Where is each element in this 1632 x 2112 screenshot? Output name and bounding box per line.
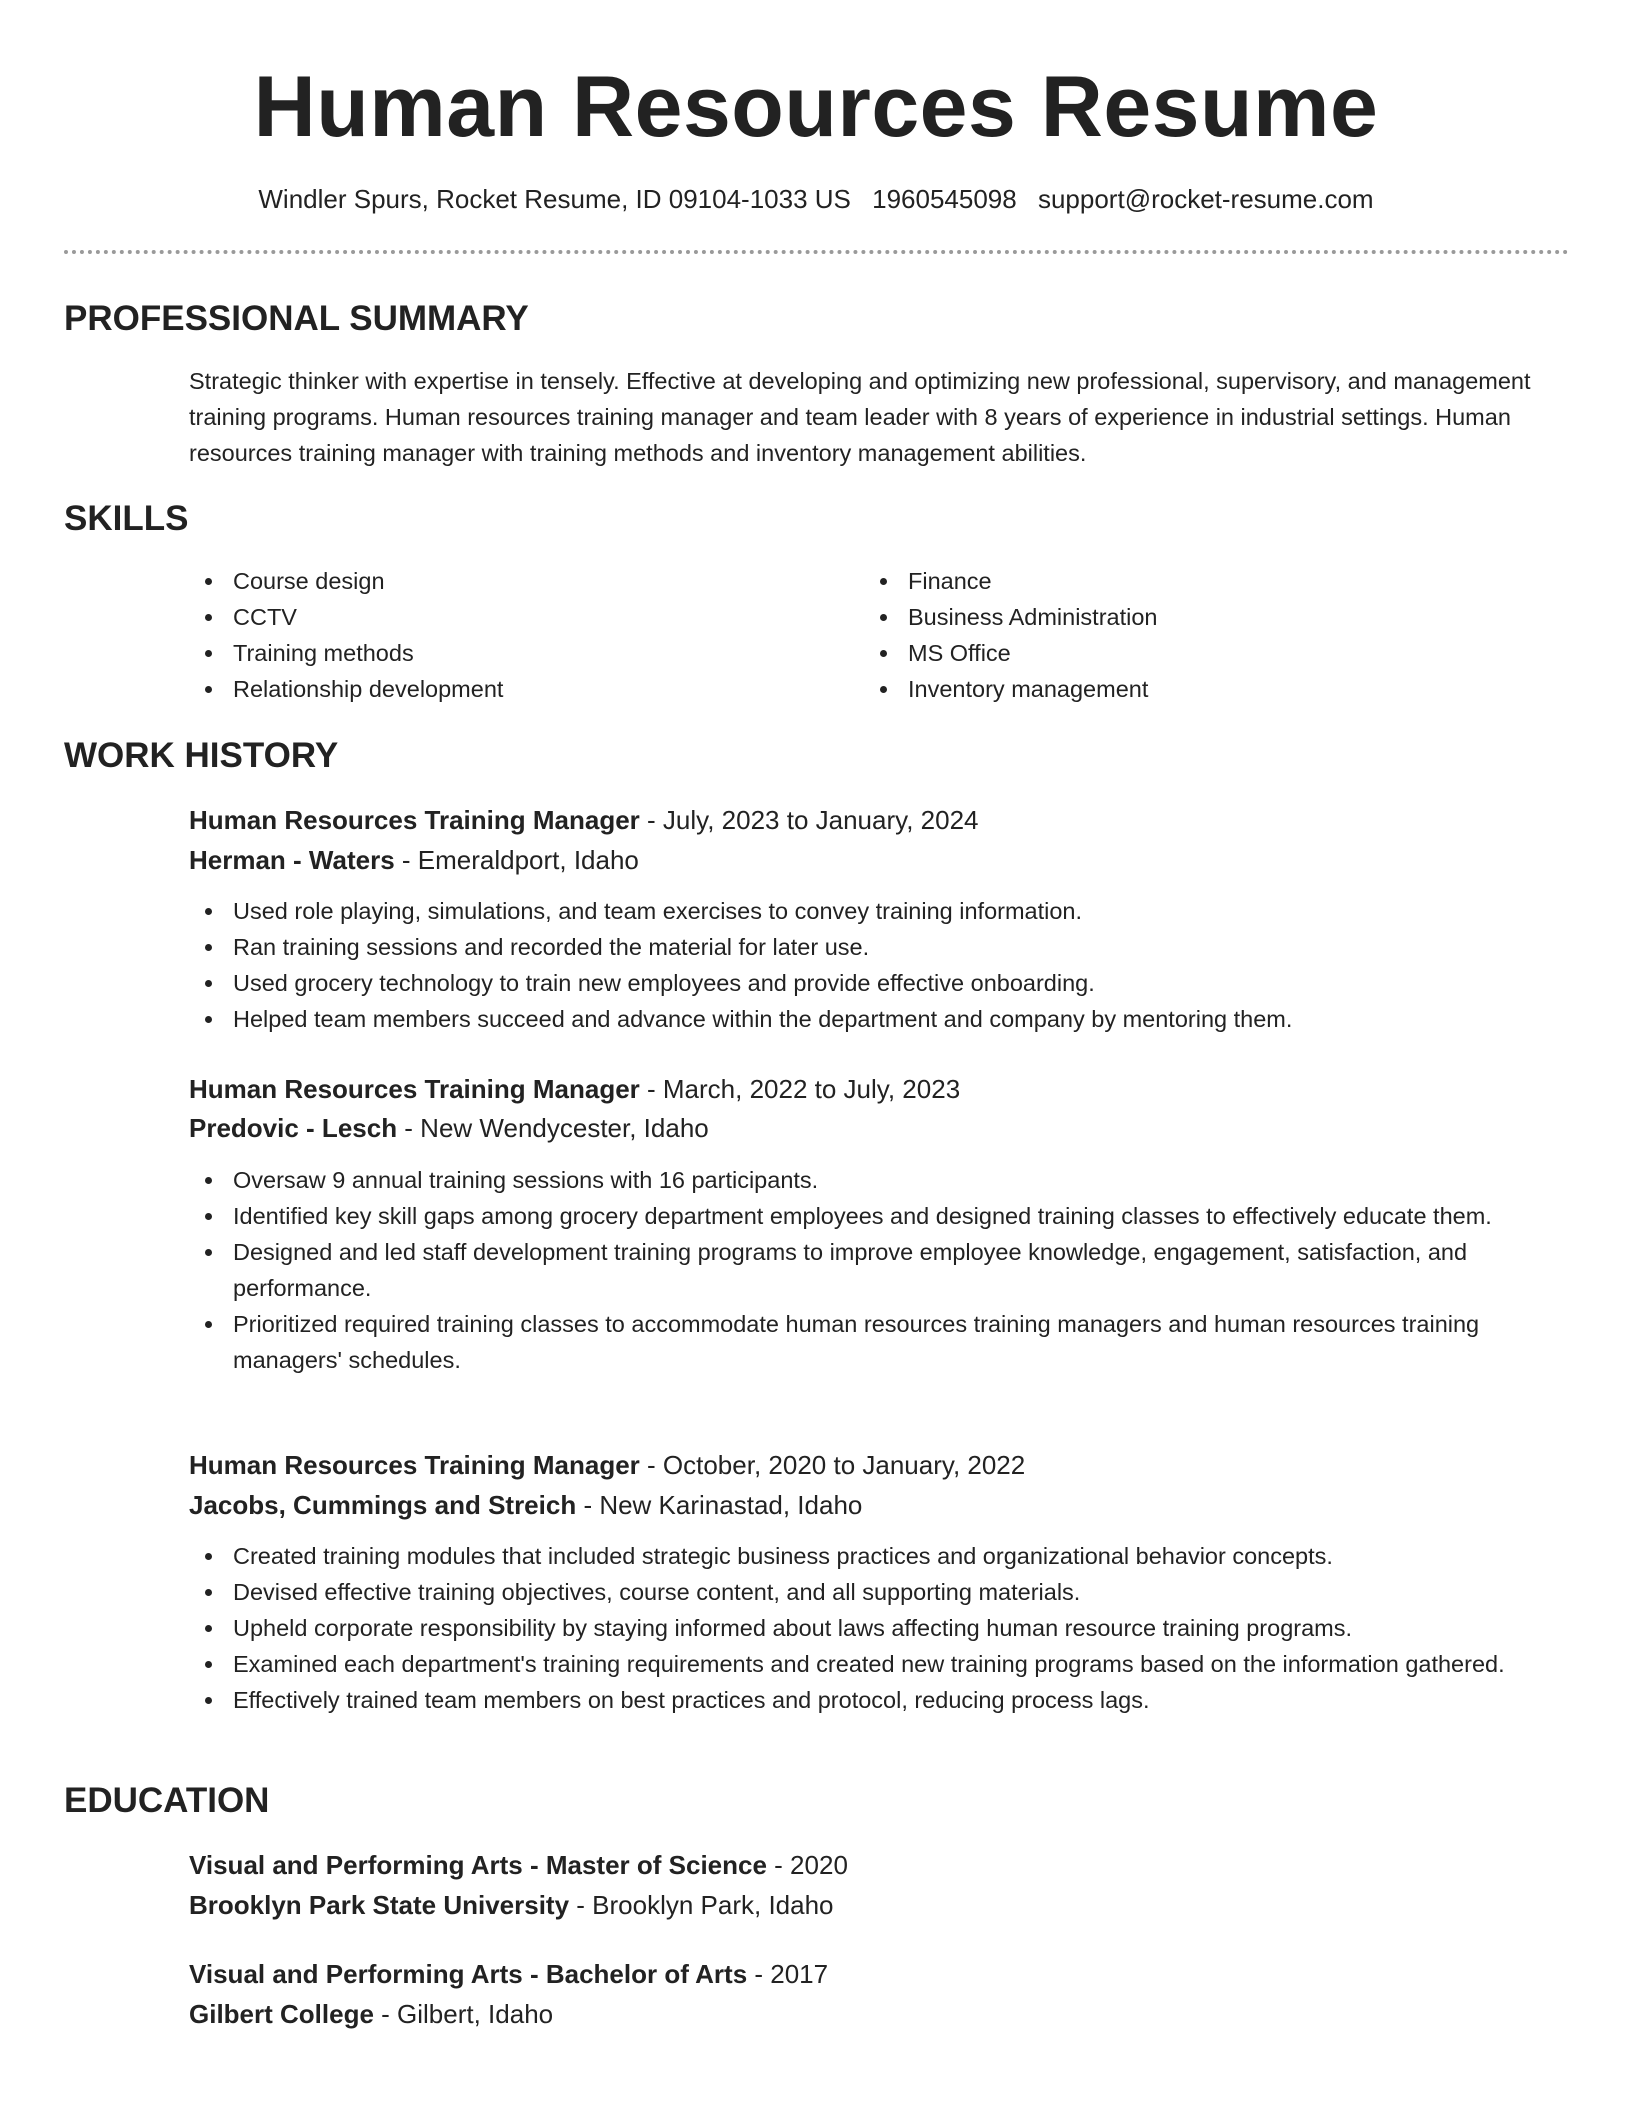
job-dates: - October, 2020 to January, 2022 [639,1450,1026,1480]
education-year: - 2020 [766,1850,848,1880]
education-school-line [189,1995,1569,2033]
summary-heading: PROFESSIONAL SUMMARY [64,299,529,338]
job-dates: - July, 2023 to January, 2024 [639,805,979,835]
contact-phone: 1960545098 [872,184,1017,214]
job-bullet: Ran training sessions and recorded the material for later use. [189,929,1569,965]
resume-title: Human Resources Resume [253,59,1379,155]
job-bullet: Examined each department's training requirements and created new training programs based on the information gathered. [189,1646,1569,1682]
job-bullet: Effectively trained team members on best practices and protocol, reducing process lags. [189,1682,1569,1718]
job-location: - New Karinastad, Idaho [576,1490,863,1520]
job-bullets [189,893,1569,1037]
contact-address: Windler Spurs, Rocket Resume, ID 09104-1033 US [258,184,851,214]
job-bullet: Devised effective training objectives, course content, and all supporting materials. [189,1574,1569,1610]
skill-item: CCTV [189,599,829,635]
job-bullet: Oversaw 9 annual training sessions with 16 participants. [189,1162,1569,1198]
job-role: Human Resources Training Manager [189,805,640,835]
job-bullets [189,1538,1569,1718]
job-role: Human Resources Training Manager [189,1074,640,1104]
education-degree-line [189,1955,1569,1993]
education-school: Gilbert College [189,1999,374,2029]
skill-item: Course design [189,563,829,599]
education-degree: Visual and Performing Arts - Bachelor of Arts [189,1959,748,1989]
contact-email: support@rocket-resume.com [1037,184,1374,214]
job-title-line [189,1070,1569,1108]
job-company-line [189,1486,1569,1524]
skill-item: Finance [864,563,1564,599]
job-company: Predovic - Lesch [189,1113,398,1143]
job-bullet: Identified key skill gaps among grocery department employees and designed training classes to effectively educate them. [189,1198,1569,1234]
education-location: - Brooklyn Park, Idaho [569,1890,834,1920]
education-degree-line [189,1846,1569,1884]
education-degree: Visual and Performing Arts - Master of Science [189,1850,767,1880]
work-history-heading: WORK HISTORY [64,736,339,775]
education-location: - Gilbert, Idaho [373,1999,554,2029]
job-bullet: Created training modules that included strategic business practices and organizational behavior concepts. [189,1538,1569,1574]
job-dates: - March, 2022 to July, 2023 [639,1074,961,1104]
job-bullet: Prioritized required training classes to accommodate human resources training managers and human resources training managers' schedules. [189,1306,1569,1378]
education-school: Brooklyn Park State University [189,1890,570,1920]
skills-heading: SKILLS [64,499,189,538]
job-company: Herman - Waters [189,845,395,875]
education-year: - 2017 [747,1959,829,1989]
job-role: Human Resources Training Manager [189,1450,640,1480]
job-title-line [189,801,1569,839]
contact-line [0,181,1632,217]
education-heading: EDUCATION [64,1781,270,1820]
skills-list-right [864,563,1564,707]
job-bullet: Used grocery technology to train new employees and provide effective onboarding. [189,965,1569,1001]
job-company-line [189,1109,1569,1147]
job-bullets [189,1162,1569,1378]
header-divider [64,250,1569,254]
job-bullet: Helped team members succeed and advance within the department and company by mentoring them. [189,1001,1569,1037]
education-school-line [189,1886,1569,1924]
skills-list-left [189,563,829,707]
job-company: Jacobs, Cummings and Streich [189,1490,577,1520]
job-location: - New Wendycester, Idaho [397,1113,709,1143]
skill-item: Relationship development [189,671,829,707]
summary-text: Strategic thinker with expertise in tensely. Effective at developing and optimizing new professional, supervisory, and management training programs. Human resources training manager and team leader with 8 years of experience in industrial settings. Human resources training manager with training methods and inventory management abilities. [189,368,1531,466]
job-bullet: Designed and led staff development training programs to improve employee knowledge, engagement, satisfaction, and performance. [189,1234,1569,1306]
skill-item: Training methods [189,635,829,671]
job-bullet: Upheld corporate responsibility by staying informed about laws affecting human resource training programs. [189,1610,1569,1646]
skill-item: MS Office [864,635,1564,671]
job-bullet: Used role playing, simulations, and team exercises to convey training information. [189,893,1569,929]
job-title-line [189,1446,1569,1484]
skill-item: Business Administration [864,599,1564,635]
skill-item: Inventory management [864,671,1564,707]
job-location: - Emeraldport, Idaho [394,845,639,875]
job-company-line [189,841,1569,879]
